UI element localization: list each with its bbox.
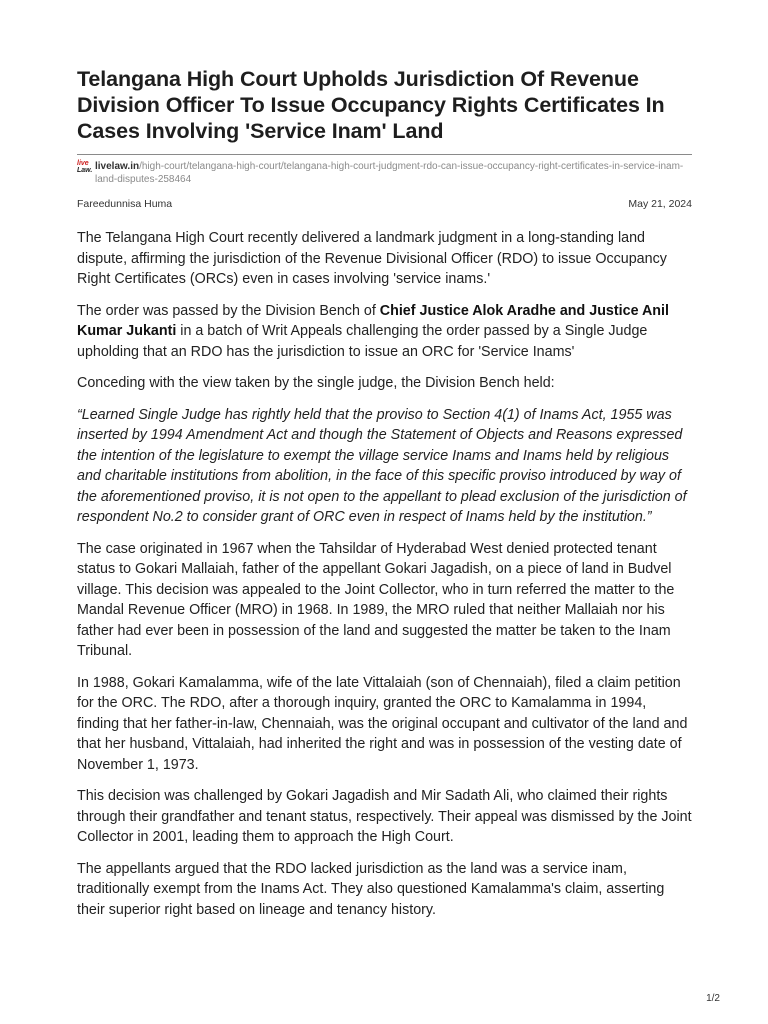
paragraph: The Telangana High Court recently delivered a landmark judgment in a long-standing land dispute, affirming the jurisdiction of the Revenue Divisional Officer (RDO) to issue Occupancy Right Certificates (ORCs) even in cases involving 'service inams.': [77, 230, 667, 287]
title-divider: [77, 154, 692, 155]
paragraph: The case originated in 1967 when the Tahsildar of Hyderabad West denied protected tenant status to Gokari Mallaiah, father of the appellant Gokari Jagadish, on a piece of land in Budvel village. This decision was appealed to the Joint Collector, who in turn referred the matter to the Mandal Revenue Officer (MRO) in 1968. In 1989, the MRO ruled that neither Mallaiah nor his father had ever been in possession of the land and suggested the matter be taken to the Inam Tribunal.: [77, 540, 675, 659]
article: [77, 66, 692, 931]
paragraph: In 1988, Gokari Kamalamma, wife of the late Vittalaiah (son of Chennaiah), filed a claim petition for the ORC. The RDO, after a thorough inquiry, granted the ORC to Kamalamma in 1994, finding that her father-in-law, Chennaiah, was the original occupant and cultivator of the land and that her husband, Vittalaiah, had inherited the right and was in possession of the vesting date of November 1, 1973.: [77, 674, 688, 773]
source-line[interactable]: [77, 160, 692, 186]
block-quote: “Learned Single Judge has rightly held that the proviso to Section 4(1) of Inams Act, 1955 was inserted by 1994 Amendment Act and though the Statement of Objects and Reasons expressed the intention of the legislature to exempt the village service Inams and Inams held by religious and charitable institutions from abolition, in the face of this specific proviso introduced by way of the aforementioned proviso, it is not open to the appellant to plead exclusion of the jurisdiction of respondent No.2 to consider grant of ORC even in respect of Inams held by the institution.”: [77, 406, 687, 525]
paragraph: This decision was challenged by Gokari Jagadish and Mir Sadath Ali, who claimed their rights through their grandfather and tenant status, respectively. Their appeal was dismissed by the Joint Collector in 2001, leading them to approach the High Court.: [77, 788, 692, 845]
source-path[interactable]: /high-court/telangana-high-court/telangana-high-court-judgment-rdo-can-issue-occupancy-right-certificates-in-service-inam-land-disputes-258464: [95, 161, 684, 185]
publish-date: May 21, 2024: [628, 198, 692, 210]
bench-names: Chief Justice Alok Aradhe and Justice Anil Kumar Jukanti: [77, 302, 669, 339]
article-title: Telangana High Court Upholds Jurisdiction Of Revenue Division Officer To Issue Occupancy Rights Certificates In Cases Involving 'Service Inam' Land: [77, 67, 665, 143]
livelaw-logo-icon: live Law.: [77, 160, 93, 174]
paragraph: The order was passed by the Division Bench of Chief Justice Alok Aradhe and Justice Anil Kumar Jukanti in a batch of Writ Appeals challenging the order passed by a Single Judge upholding that an RDO has the jurisdiction to issue an ORC for 'Service Inams': [77, 302, 669, 360]
page-number: 1/2: [706, 993, 720, 1004]
paragraph: Conceding with the view taken by the single judge, the Division Bench held:: [77, 375, 555, 391]
source-domain[interactable]: livelaw.in: [95, 161, 140, 172]
paragraph: The appellants argued that the RDO lacked jurisdiction as the land was a service inam, traditionally exempt from the Inams Act. They also questioned Kamalamma's claim, asserting their superior right based on lineage and tenancy history.: [77, 860, 665, 918]
author: Fareedunnisa Huma: [77, 198, 173, 210]
article-body: [77, 228, 692, 920]
byline: [77, 198, 692, 210]
